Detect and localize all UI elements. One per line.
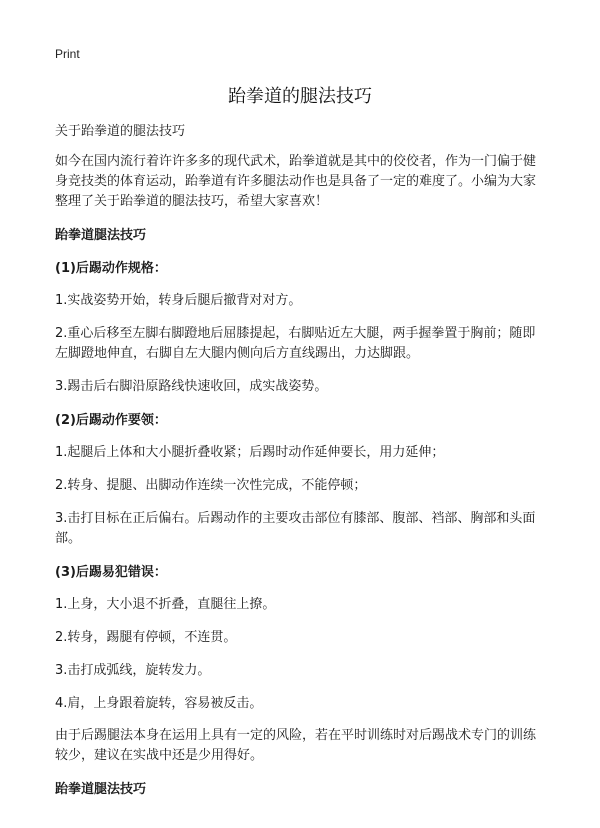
list-item: 3.击打目标在正后偏右。后踢动作的主要攻击部位有膝部、腹部、裆部、胸部和头面部。 — [55, 511, 536, 546]
list-item: 1.上身，大小退不折叠，直腿往上撩。 — [55, 597, 276, 612]
group-heading-mistakes: (3)后踢易犯错误： — [55, 565, 167, 580]
article-subtitle: 关于跆拳道的腿法技巧 — [55, 124, 186, 139]
list-item: 2.转身，踢腿有停顿，不连贯。 — [55, 630, 237, 645]
group-heading-spec: (1)后踢动作规格： — [55, 261, 167, 276]
section-heading: 跆拳道腿法技巧 — [55, 228, 147, 243]
page-title: 跆拳道的腿法技巧 — [228, 86, 372, 107]
group-heading-essentials: (2)后踢动作要领： — [55, 413, 167, 428]
list-item: 1.起腿后上体和大小腿折叠收紧；后踢时动作延伸要长，用力延伸； — [55, 445, 445, 460]
list-item: 3.踢击后右脚沿原路线快速收回，成实战姿势。 — [55, 379, 328, 394]
list-item: 2.转身、提腿、出脚动作连续一次性完成，不能停顿； — [55, 478, 367, 493]
section-heading-2: 跆拳道腿法技巧 — [55, 782, 147, 797]
list-item: 2.重心后移至左脚右脚蹬地后屈膝提起，右脚贴近左大腿，两手握拳置于胸前；随即左脚蹬地伸直，右脚自左大腿内侧向后方直线踢出，力达脚跟。 — [55, 326, 536, 361]
print-link[interactable]: Print — [55, 47, 80, 61]
intro-paragraph: 如今在国内流行着许许多多的现代武术，跆拳道就是其中的佼佼者，作为一门偏于健身竞技类的体育运动，跆拳道有许多腿法动作也是具备了一定的难度了。小编为大家整理了关于跆拳道的腿法技巧，希望大家喜欢！ — [55, 154, 537, 209]
list-item: 3.击打成弧线，旋转发力。 — [55, 663, 211, 678]
closing-paragraph: 由于后踢腿法本身在运用上具有一定的风险，若在平时训练时对后踢战术专门的训练较少，建议在实战中还是少用得好。 — [55, 728, 537, 763]
list-item: 4.肩，上身跟着旋转，容易被反击。 — [55, 696, 263, 711]
list-item: 1.实战姿势开始，转身后腿后撤背对对方。 — [55, 293, 302, 308]
